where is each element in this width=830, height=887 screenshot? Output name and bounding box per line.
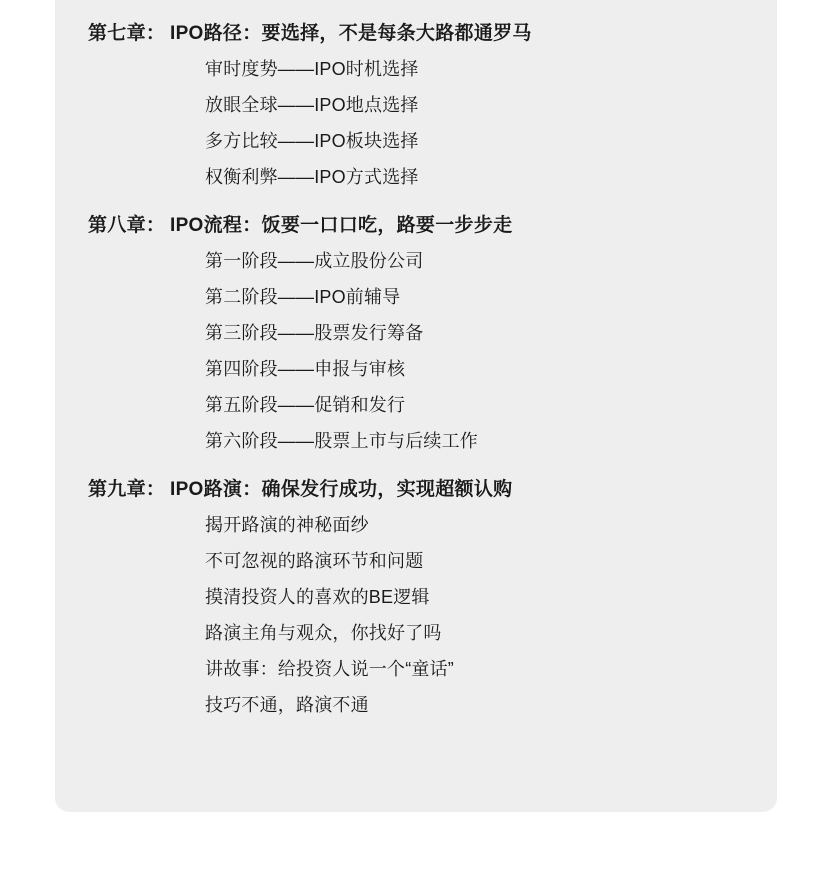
- toc-entry: 摸清投资人的喜欢的BE逻辑: [205, 587, 430, 607]
- toc-entry: 不可忽视的路演环节和问题: [205, 551, 424, 571]
- toc-entry: 放眼全球——IPO地点选择: [205, 95, 419, 115]
- toc-entry: 第六阶段——股票上市与后续工作: [205, 431, 478, 451]
- chapter-number: 第九章：: [88, 479, 166, 500]
- toc-entry: 第四阶段——申报与审核: [205, 359, 406, 379]
- chapter-heading: [88, 480, 728, 499]
- toc-entry: 讲故事：给投资人说一个“童话”: [205, 659, 454, 679]
- toc-entry: 路演主角与观众，你找好了吗: [205, 623, 442, 643]
- chapter-block: [88, 24, 728, 186]
- chapter-block: [88, 480, 728, 714]
- chapter-title: IPO路演：确保发行成功，实现超额认购: [170, 479, 513, 500]
- toc-entry: 审时度势——IPO时机选择: [205, 59, 419, 79]
- toc-entry: 第一阶段——成立股份公司: [205, 251, 424, 271]
- chapter-number: 第八章：: [88, 215, 166, 236]
- toc-entry: 多方比较——IPO板块选择: [205, 131, 419, 151]
- chapter-heading: [88, 216, 728, 235]
- chapter-title: IPO路径：要选择，不是每条大路都通罗马: [170, 23, 532, 44]
- toc-entry: 技巧不通，路演不通: [205, 695, 369, 715]
- toc-entry: 权衡利弊——IPO方式选择: [205, 167, 419, 187]
- toc-entry: 第二阶段——IPO前辅导: [205, 287, 401, 307]
- chapter-title: IPO流程：饭要一口口吃，路要一步步走: [170, 215, 513, 236]
- toc-entry: 第三阶段——股票发行筹备: [205, 323, 424, 343]
- table-of-contents: [88, 24, 728, 714]
- chapter-block: [88, 216, 728, 450]
- chapter-heading: [88, 24, 728, 43]
- chapter-number: 第七章：: [88, 23, 166, 44]
- toc-entry: 揭开路演的神秘面纱: [205, 515, 369, 535]
- toc-entry: 第五阶段——促销和发行: [205, 395, 406, 415]
